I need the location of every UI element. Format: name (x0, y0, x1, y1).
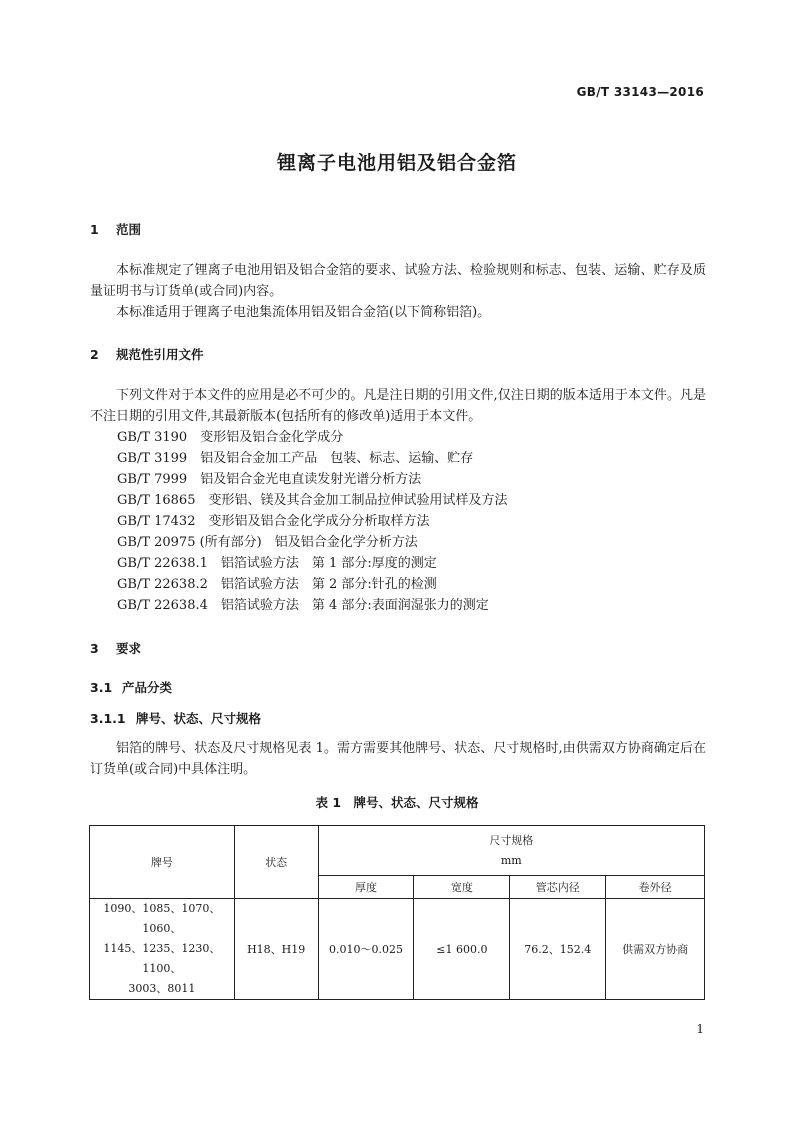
section-number: 1 (90, 222, 99, 237)
table-caption: 表 1 牌号、状态、尺寸规格 (315, 795, 479, 810)
header-core-id: 管芯内径 (510, 876, 606, 899)
grade-line: 3003、8011 (128, 982, 196, 995)
header-thickness: 厚度 (318, 876, 414, 899)
subsection-3-1-heading (90, 678, 172, 696)
header-coil-od: 卷外径 (606, 876, 705, 899)
paragraph: 下列文件对于本文件的应用是必不可少的。凡是注日期的引用文件,仅注日期的版本适用于本文件。凡是不注日期的引用文件,其最新版本(包括所有的修改单)适用于本文件。 (90, 388, 706, 424)
grade-line: 1090、1085、1070、1060、 (103, 902, 221, 935)
section-number: 3 (90, 641, 99, 656)
cell-width: ≤1 600.0 (414, 899, 510, 1000)
section-title: 牌号、状态、尺寸规格 (136, 711, 262, 726)
reference-item: GB/T 17432 变形铝及铝合金化学成分分析取样方法 (117, 514, 430, 529)
document-title: 锂离子电池用铝及铝合金箔 (276, 152, 517, 174)
header-width: 宽度 (414, 876, 510, 899)
standard-code: GB/T 33143—2016 (576, 85, 704, 99)
page-number: 1 (696, 1022, 704, 1036)
paragraph: 本标准适用于锂离子电池集流体用铝及铝合金箔(以下简称铝箔)。 (116, 305, 491, 320)
header-size-unit: mm (500, 853, 522, 867)
reference-item: GB/T 22638.2 铝箔试验方法 第 2 部分:针孔的检测 (117, 577, 437, 592)
reference-item: GB/T 22638.1 铝箔试验方法 第 1 部分:厚度的测定 (117, 556, 437, 571)
cell-coil-od: 供需双方协商 (606, 899, 705, 1000)
section-title: 规范性引用文件 (116, 347, 204, 362)
section-title: 要求 (116, 641, 142, 656)
header-size-label: 尺寸规格 (489, 833, 534, 847)
section-1-heading (90, 220, 141, 238)
reference-item: GB/T 22638.4 铝箔试验方法 第 4 部分:表面润湿张力的测定 (117, 598, 489, 613)
cell-grade (90, 899, 235, 1000)
header-temper: 状态 (234, 826, 318, 899)
table-header-row (90, 826, 705, 876)
reference-item: GB/T 3190 变形铝及铝合金化学成分 (117, 430, 344, 445)
spec-table (89, 825, 705, 1000)
cell-temper: H18、H19 (234, 899, 318, 1000)
section-number: 3.1.1 (90, 711, 126, 726)
section-number: 3.1 (90, 680, 113, 695)
reference-item: GB/T 20975 (所有部分) 铝及铝合金化学分析方法 (117, 535, 418, 550)
header-size (318, 826, 704, 876)
grade-line: 1145、1235、1230、1100、 (103, 942, 221, 975)
header-grade: 牌号 (90, 826, 235, 899)
paragraph: 铝箔的牌号、状态及尺寸规格见表 1。需方需要其他牌号、状态、尺寸规格时,由供需双方协商确定后在订货单(或合同)中具体注明。 (90, 741, 706, 777)
table-row (90, 899, 705, 1000)
section-3-heading (90, 639, 141, 657)
reference-item: GB/T 3199 铝及铝合金加工产品 包装、标志、运输、贮存 (117, 451, 474, 466)
section-2-heading (90, 345, 204, 363)
section-number: 2 (90, 347, 99, 362)
subsection-3-1-1-heading (90, 709, 261, 727)
section-title: 范围 (116, 222, 142, 237)
cell-core-id: 76.2、152.4 (510, 899, 606, 1000)
cell-thickness: 0.010～0.025 (318, 899, 414, 1000)
reference-item: GB/T 7999 铝及铝合金光电直读发射光谱分析方法 (117, 472, 422, 487)
section-title: 产品分类 (122, 680, 173, 695)
paragraph: 本标准规定了锂离子电池用铝及铝合金箔的要求、试验方法、检验规则和标志、包装、运输、贮存及质量证明书与订货单(或合同)内容。 (90, 263, 706, 299)
reference-item: GB/T 16865 变形铝、镁及其合金加工制品拉伸试验用试样及方法 (117, 493, 508, 508)
